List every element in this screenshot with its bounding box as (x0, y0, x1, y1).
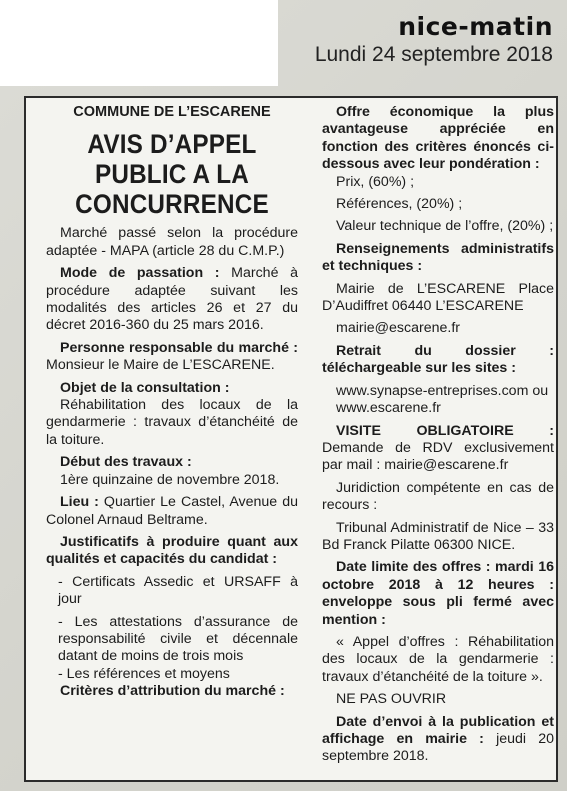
lieu (46, 494, 298, 529)
notice-title (59, 129, 286, 219)
commune-heading: COMMUNE DE L’ESCARENE (73, 104, 271, 120)
title-line: AVIS D’APPEL (87, 129, 257, 160)
notice-right-column (322, 104, 554, 774)
mode-label: Mode de passation : (60, 265, 220, 282)
publication-date: Lundi 24 septembre 2018 (314, 43, 553, 66)
ne-pas-ouvrir: NE PAS OUVRIR (336, 691, 447, 708)
date-envoi (322, 714, 554, 766)
visite-text: Demande de RDV exclusivement par mail : mairie@escarene.fr (322, 439, 554, 474)
criteres-label: Critères d’attribution du marché : (60, 683, 285, 700)
justificatif-item: - Certificats Assedic et URSAFF à jour (58, 573, 298, 608)
mode-text: Marché à procédure adaptée suivant les modalités des articles 26 et 27 du décret 2016-360 du 25 mars 2016. (46, 265, 298, 334)
juridiction-text: Juridiction compétente en cas de recours : (322, 479, 554, 514)
objet-text: Réhabilitation des locaux de la gendarmerie : travaux d’étanchéité de la toiture. (46, 397, 298, 448)
visite-label: VISITE OBLIGATOIRE : (336, 422, 554, 439)
mairie-email: mairie@escarene.fr (336, 320, 461, 337)
legal-notice-box (24, 96, 558, 782)
ponderation-item: Valeur technique de l’offre, (20%) ; (336, 218, 554, 235)
lieu-text: Quartier Le Castel, Avenue du Colonel Arnaud Beltrame. (46, 494, 298, 528)
mode-passation (46, 265, 298, 335)
blank-area (0, 0, 278, 86)
responsable-label: Personne responsable du marché : (60, 339, 298, 356)
debut-text: 1ère quinzaine de novembre 2018. (60, 471, 280, 488)
lieu-label: Lieu : (60, 494, 99, 511)
title-line: PUBLIC A LA (94, 159, 250, 190)
personne-responsable (46, 340, 298, 375)
offre-text: Offre économique la plus avantageuse appréciée en fonction des critères énoncés ci-dessous avec leur pondération : (322, 104, 554, 173)
site-link-escarene: www.escarene.fr (336, 400, 441, 417)
envoi-text: jeudi 20 septembre 2018. (322, 731, 554, 765)
notice-left-column (46, 104, 298, 774)
justificatifs-label: Justificatifs à produire quant aux qualités et capacités du candidat : (46, 533, 298, 568)
title-line: CONCURRENCE (75, 189, 269, 220)
responsable-text: Monsieur le Maire de L’ESCARENE. (46, 357, 275, 374)
newspaper-name: nice-matin (398, 12, 553, 41)
justificatif-item: - Les attestations d’assurance de responsabilité civile et décennale datant de moins de trois mois (58, 613, 298, 665)
tribunal-text: Tribunal Administratif de Nice – 33 Bd Franck Pilatte 06300 NICE. (322, 519, 554, 553)
debut-label: Début des travaux : (60, 454, 192, 471)
date-limite: Date limite des offres : mardi 16 octobre 2018 à 12 heures : enveloppe sous pli fermé avec mention : (322, 559, 554, 628)
justificatif-item: - Les références et moyens (58, 665, 230, 682)
masthead (315, 12, 553, 67)
ponderation-item: Prix, (60%) ; (336, 173, 415, 190)
ponderation-item: Références, (20%) ; (336, 196, 463, 213)
site-link-synapse: www.synapse-entreprises.com ou (336, 382, 549, 399)
renseignements-label: Renseignements administratifs et techniques : (322, 240, 554, 275)
intro-text: Marché passé selon la procédure adaptée - MAPA (article 28 du C.M.P.) (46, 225, 298, 259)
envoi-label: Date d’envoi à la publication et affichage en mairie : (322, 713, 554, 747)
retrait-label: Retrait du dossier : téléchargeable sur les sites : (322, 342, 554, 377)
visite-obligatoire (322, 423, 554, 475)
objet-label: Objet de la consultation : (60, 379, 230, 396)
mention-text: « Appel d’offres : Réhabilitation des locaux de la gendarmerie : travaux d’étanchéité de la toiture ». (322, 633, 554, 685)
mairie-address: Mairie de L’ESCARENE Place D’Audiffret 06440 L’ESCARENE (322, 280, 554, 315)
